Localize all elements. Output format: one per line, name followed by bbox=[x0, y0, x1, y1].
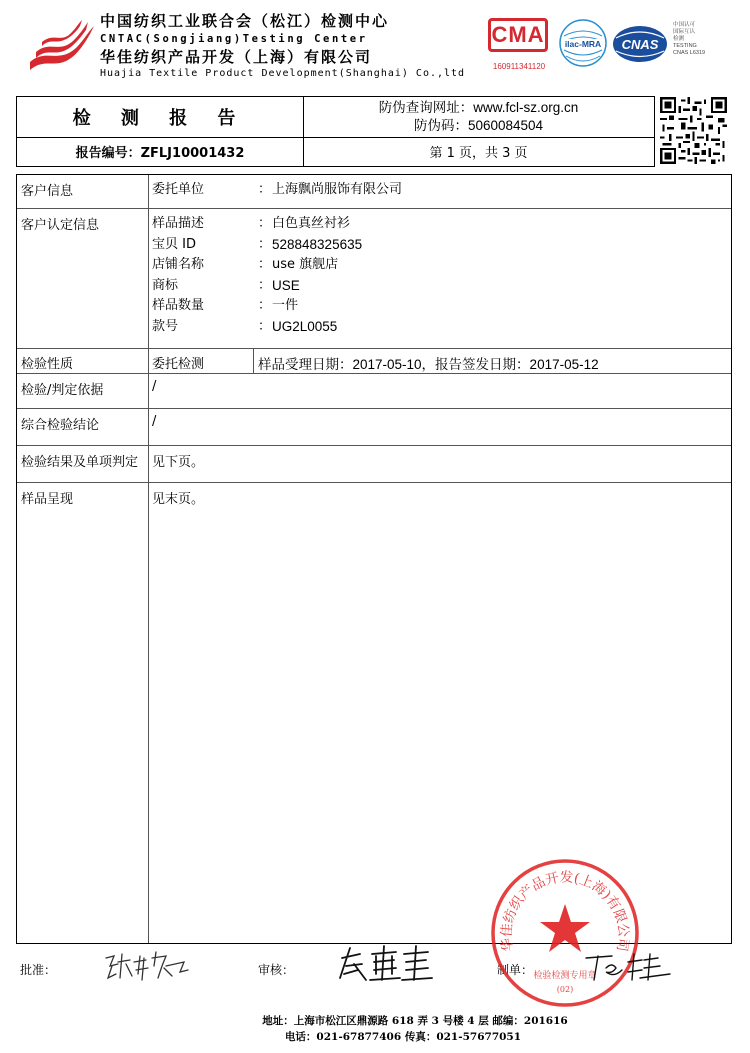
field-colon: ： bbox=[258, 182, 272, 197]
cnas-note bbox=[673, 22, 705, 57]
org-name-cn-2: 华佳纺织产品开发（上海）有限公司 bbox=[100, 48, 373, 66]
cnas-note-line: 检测 bbox=[673, 36, 685, 42]
row-label: 检验/判定依据 bbox=[21, 383, 104, 398]
cma-logo: CMA bbox=[488, 18, 548, 52]
inspection-dates-text: 样品受理日期：2017-05-10，报告签发日期：2017-05-12 bbox=[258, 357, 599, 372]
field-key: 样品描述 bbox=[152, 216, 205, 231]
row-label: 综合检验结论 bbox=[21, 418, 100, 433]
field-value: 上海飘尚服饰有限公司 bbox=[272, 182, 403, 197]
field-value: 一件 bbox=[272, 298, 299, 313]
row-label: 客户认定信息 bbox=[21, 218, 100, 233]
field-key: 款号 bbox=[152, 318, 179, 334]
report-number: 报告编号：ZFLJ10001432 bbox=[75, 146, 245, 161]
company-logo bbox=[28, 18, 96, 76]
inspection-dates bbox=[258, 353, 599, 373]
organization-block bbox=[100, 10, 465, 79]
prepare-label: 制单： bbox=[497, 963, 534, 977]
official-seal-stamp bbox=[490, 858, 640, 1008]
seal-code: (02) bbox=[556, 985, 574, 994]
approve-label: 批准： bbox=[20, 963, 57, 977]
inspection-table bbox=[16, 174, 732, 944]
cma-number: 160911341120 bbox=[492, 62, 546, 71]
approver-signature bbox=[100, 948, 192, 984]
cnas-icon bbox=[612, 24, 668, 64]
field-key: 商标 bbox=[152, 277, 179, 293]
list-item bbox=[152, 214, 362, 235]
report-title: 检 测 报 告 bbox=[72, 108, 248, 129]
list-item bbox=[152, 255, 362, 276]
report-header-box bbox=[16, 96, 655, 167]
reviewer-signature bbox=[336, 944, 436, 986]
org-name-cn-1: 中国纺织工业联合会（松江）检测中心 bbox=[100, 12, 390, 30]
row-label: 检验结果及单项判定 bbox=[21, 455, 139, 470]
field-value: 白色真丝衬衫 bbox=[272, 216, 351, 231]
cnas-note-line: 中国认可 bbox=[673, 22, 696, 28]
field-colon: ： bbox=[258, 236, 272, 252]
field-value: 528848325635 bbox=[272, 236, 363, 252]
field-colon: ： bbox=[258, 318, 272, 334]
list-item bbox=[152, 276, 362, 297]
field-key: 委托单位 bbox=[152, 182, 205, 197]
field-value: UG2L0055 bbox=[272, 318, 338, 334]
org-name-en-1: CNTAC(Songjiang)Testing Center bbox=[100, 33, 368, 45]
list-item bbox=[152, 235, 362, 256]
cnas-note-line: CNAS L6319 bbox=[673, 50, 706, 56]
seal-center-text: 检验检测专用章 bbox=[533, 971, 597, 981]
field-key: 样品数量 bbox=[152, 298, 205, 313]
verification-info bbox=[303, 97, 654, 137]
preparer-signature bbox=[584, 950, 674, 984]
field-key: 宝贝 ID bbox=[152, 236, 196, 252]
row-label: 客户信息 bbox=[21, 184, 74, 199]
row-label: 样品呈现 bbox=[21, 492, 74, 507]
field-colon: ： bbox=[258, 277, 272, 293]
basis-value: / bbox=[152, 379, 157, 394]
table-row-results bbox=[17, 446, 731, 483]
table-row-inspection-nature bbox=[17, 349, 731, 374]
qr-code-icon bbox=[660, 97, 727, 164]
page-info: 第 1 页，共 3 页 bbox=[429, 146, 528, 161]
field-value: USE bbox=[272, 277, 300, 293]
conclusion-value: / bbox=[152, 414, 157, 429]
table-row-conclusion bbox=[17, 409, 731, 446]
field-value: use 旗舰店 bbox=[272, 257, 339, 272]
ilac-mra-icon bbox=[558, 18, 608, 68]
inspection-type: 委托检测 bbox=[152, 357, 205, 372]
cnas-label: CNAS bbox=[621, 37, 659, 52]
row-label: 检验性质 bbox=[21, 357, 74, 372]
review-label: 审核： bbox=[258, 963, 295, 977]
org-name-en-2: Huajia Textile Product Development(Shanghai) Co.,ltd bbox=[100, 68, 466, 79]
cma-mark bbox=[488, 18, 550, 71]
list-item bbox=[152, 317, 362, 338]
table-row-basis bbox=[17, 374, 731, 409]
confirmed-items bbox=[152, 214, 362, 337]
ilac-label: ilac-MRA bbox=[564, 39, 602, 49]
sample-value: 见末页。 bbox=[152, 492, 205, 507]
field-key: 店铺名称 bbox=[152, 257, 205, 272]
verify-url: 防伪查询网址：www.fcl-sz.org.cn bbox=[378, 100, 579, 115]
anti-fake-code: 防伪码：5060084504 bbox=[413, 118, 544, 133]
list-item bbox=[152, 296, 362, 317]
table-row-confirmed-info bbox=[17, 209, 731, 349]
seal-ring-text: 华佳纺织产品开发(上海)有限公司 bbox=[498, 869, 632, 953]
results-value: 见下页。 bbox=[152, 455, 205, 470]
footer-contact: 电话：021-67877406 传真：021-57677051 bbox=[284, 1031, 522, 1043]
footer-address: 地址：上海市松江区鼎源路 618 弄 3 号楼 4 层 邮编：201616 bbox=[262, 1015, 568, 1027]
cnas-note-line: TESTING bbox=[673, 43, 697, 49]
cnas-note-line: 国际互认 bbox=[673, 29, 696, 35]
field-colon: ： bbox=[258, 298, 272, 313]
client-unit bbox=[152, 180, 402, 201]
field-colon: ： bbox=[258, 216, 272, 231]
field-colon: ： bbox=[258, 257, 272, 272]
seal-star-icon bbox=[540, 904, 590, 952]
table-row-client-info bbox=[17, 175, 731, 209]
